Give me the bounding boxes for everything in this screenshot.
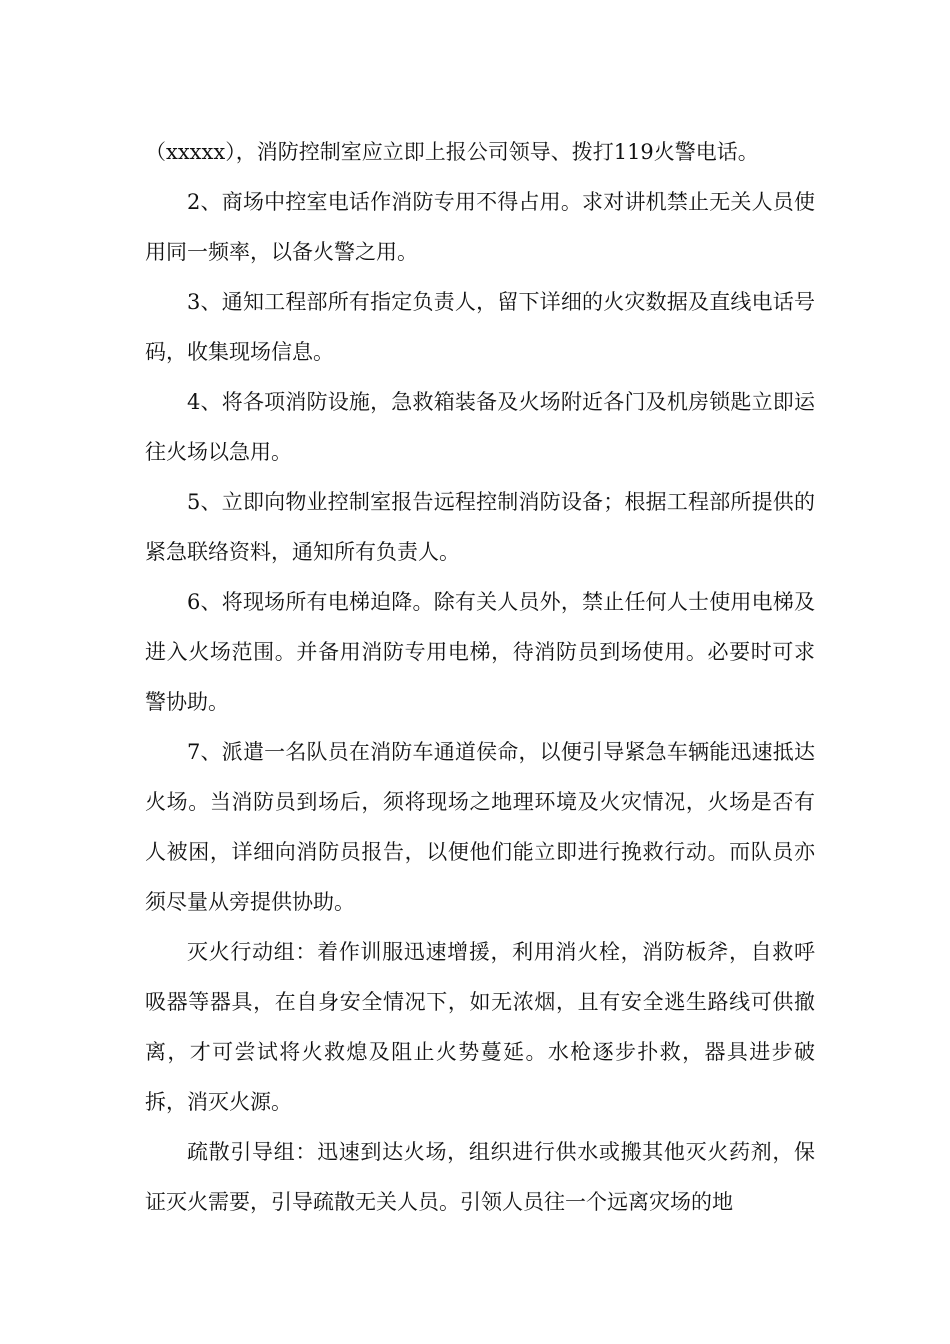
paragraph-evacuation-group: 疏散引导组：迅速到达火场，组织进行供水或搬其他灭火药剂，保证灭火需要，引导疏散无关人员。引领人员往一个远离灾场的地	[145, 1140, 815, 1214]
paragraph-item-5: 5、立即向物业控制室报告远程控制消防设备；根据工程部所提供的紧急联络资料，通知所有负责人。	[145, 490, 815, 564]
paragraph-item-7: 7、派遣一名队员在消防车通道侯命，以便引导紧急车辆能迅速抵达火场。当消防员到场后，须将现场之地理环境及火灾情况，火场是否有人被困，详细向消防员报告，以便他们能立即进行挽救行动。而队员亦须尽量从旁提供协助。	[145, 740, 815, 914]
document-body	[145, 127, 815, 1227]
paragraph-item-3: 3、通知工程部所有指定负责人，留下详细的火灾数据及直线电话号码，收集现场信息。	[145, 290, 815, 364]
paragraph-item-6: 6、将现场所有电梯迫降。除有关人员外，禁止任何人士使用电梯及进入火场范围。并备用消防专用电梯，待消防员到场使用。必要时可求警协助。	[145, 590, 815, 714]
paragraph-fire-action-group: 灭火行动组：着作训服迅速增援，利用消火栓，消防板斧，自救呼吸器等器具，在自身安全情况下，如无浓烟，且有安全逃生路线可供撤离，才可尝试将火救熄及阻止火势蔓延。水枪逐步扑救，器具进步破拆，消灭火源。	[145, 940, 815, 1114]
paragraph-item-2: 2、商场中控室电话作消防专用不得占用。求对讲机禁止无关人员使用同一频率，以备火警之用。	[145, 190, 815, 264]
paragraph-item-4: 4、将各项消防设施，急救箱装备及火场附近各门及机房锁匙立即运往火场以急用。	[145, 390, 815, 464]
paragraph-continuation: （xxxxx），消防控制室应立即上报公司领导、拨打119火警电话。	[145, 140, 759, 164]
